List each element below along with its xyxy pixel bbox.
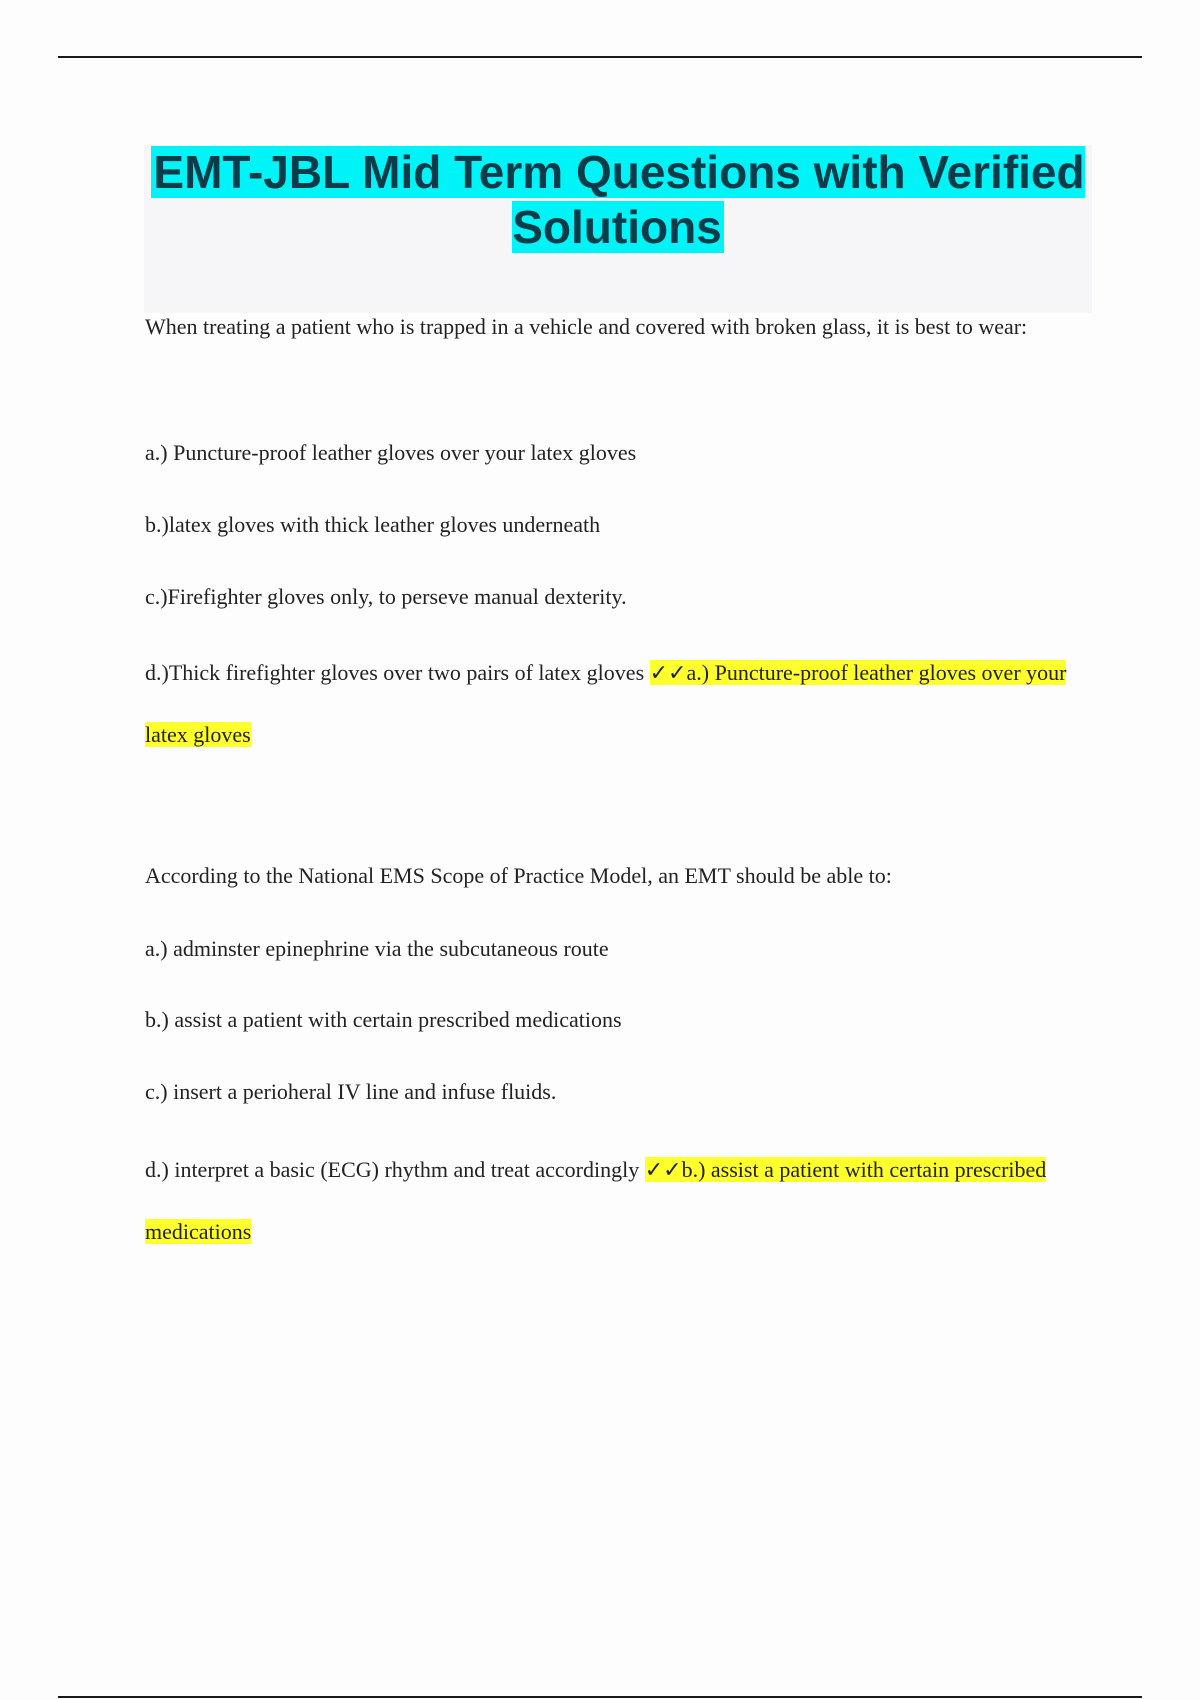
- question-2-answer: b.) assist a patient with certain prescribed medications: [145, 1157, 1047, 1244]
- question-1-option-b: b.)latex gloves with thick leather gloves underneath: [145, 512, 601, 537]
- question-1-stem: When treating a patient who is trapped in a vehicle and covered with broken glass, it is best to wear:: [145, 314, 1028, 339]
- question-1-option-c: c.)Firefighter gloves only, to perseve manual dexterity.: [145, 584, 627, 609]
- question-2-stem: According to the National EMS Scope of Practice Model, an EMT should be able to:: [145, 863, 892, 888]
- check-icon: ✓✓: [644, 1158, 682, 1183]
- question-1-option-d: d.)Thick firefighter gloves over two pairs of latex gloves: [145, 660, 645, 685]
- check-icon: ✓✓: [649, 661, 687, 686]
- question-2-option-b: b.) assist a patient with certain prescribed medications: [145, 1007, 622, 1032]
- question-2-option-a: a.) adminster epinephrine via the subcutaneous route: [145, 936, 609, 961]
- question-1-option-a: a.) Puncture-proof leather gloves over your latex gloves: [145, 440, 637, 465]
- page-title: EMT-JBL Mid Term Questions with Verified Solutions: [153, 146, 1085, 253]
- question-1-option-d-with-answer: [145, 642, 1075, 765]
- question-2-option-c: c.) insert a perioheral IV line and infuse fluids.: [145, 1079, 557, 1104]
- question-2-option-d: d.) interpret a basic (ECG) rhythm and treat accordingly: [145, 1157, 640, 1182]
- question-1-answer: a.) Puncture-proof leather gloves over your latex gloves: [145, 660, 1067, 747]
- bottom-divider: [58, 1696, 1142, 1698]
- top-divider: [58, 56, 1142, 58]
- question-2-option-d-with-answer: [145, 1139, 1075, 1262]
